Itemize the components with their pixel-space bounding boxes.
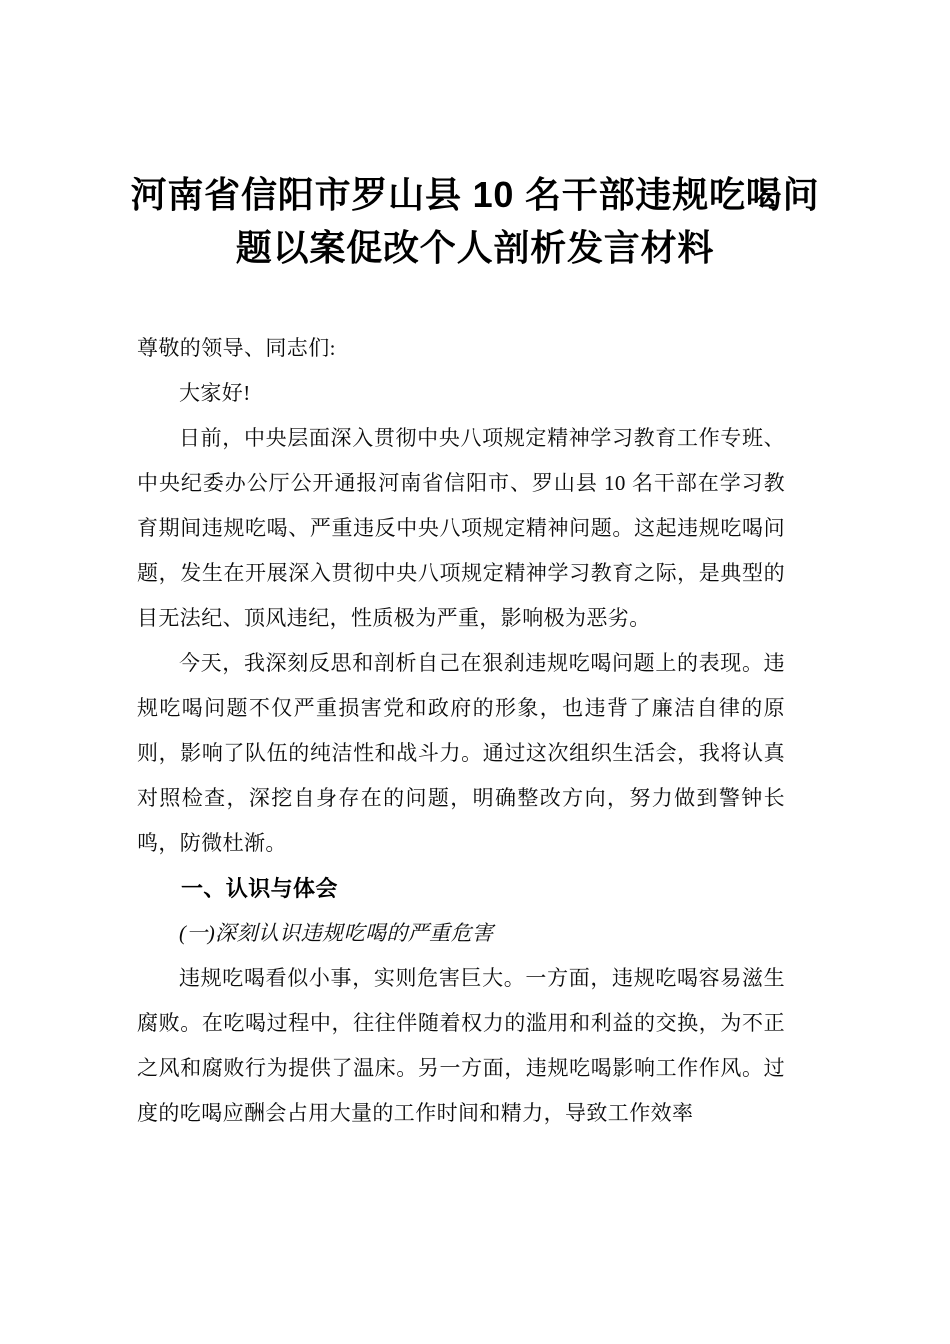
title-line-1: 河南省信阳市罗山县 10 名干部违规吃喝问 (130, 174, 820, 215)
document-title (0, 168, 950, 274)
paragraph-harm: 违规吃喝看似小事，实则危害巨大。一方面，违规吃喝容易滋生腐败。在吃喝过程中，往往伴随着权力的滥用和利益的交换，为不正之风和腐败行为提供了温床。另一方面，违规吃喝影响工作作风。过度的吃喝应酬会占用大量的工作时间和精力，导致工作效率 (137, 966, 785, 1125)
section-1-subsection-1-heading: (一)深刻认识违规吃喝的严重危害 (179, 921, 494, 945)
document-body (137, 326, 785, 1136)
salutation: 尊敬的领导、同志们: (137, 336, 336, 360)
title-line-2: 题以案促改个人剖析发言材料 (235, 227, 715, 268)
paragraph-notification: 日前，中央层面深入贯彻中央八项规定精神学习教育工作专班、中央纪委办公厅公开通报河南省信阳市、罗山县 10 名干部在学习教育期间违规吃喝、严重违反中央八项规定精神问题。这起违规吃喝问题，发生在开展深入贯彻中央八项规定精神学习教育之际，是典型的目无法纪、顶风违纪，性质极为严重，影响极为恶劣。 (137, 426, 785, 630)
paragraph-reflection: 今天，我深刻反思和剖析自己在狠刹违规吃喝问题上的表现。违规吃喝问题不仅严重损害党和政府的形象，也违背了廉洁自律的原则，影响了队伍的纯洁性和战斗力。通过这次组织生活会，我将认真对照检查，深挖自身存在的问题，明确整改方向，努力做到警钟长鸣，防微杜渐。 (137, 651, 785, 855)
greeting: 大家好! (179, 381, 251, 405)
section-1-heading: 一、认识与体会 (181, 876, 338, 901)
